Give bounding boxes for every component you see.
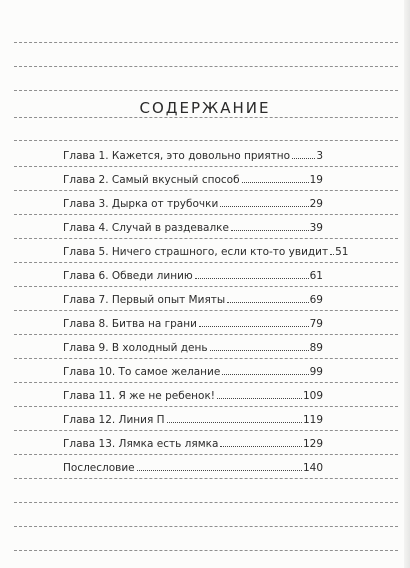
dot-leader (137, 470, 302, 471)
ruled-line (14, 238, 398, 239)
ruled-line (14, 382, 398, 383)
scan-edge (404, 0, 410, 568)
dot-leader (292, 158, 315, 159)
toc-entry (63, 150, 323, 166)
toc-entry-title: Глава 8. Битва на грани (63, 318, 197, 330)
toc-entry-title: Глава 5. Ничего страшного, если кто-то увидит (63, 246, 329, 258)
toc-entry-title: Глава 4. Случай в раздевалке (63, 222, 229, 234)
toc-entry-page: 29 (309, 198, 323, 210)
toc-entry (63, 318, 323, 334)
dot-leader (210, 350, 309, 351)
toc-entry-title: Глава 9. В холодный день (63, 342, 208, 354)
toc-entry (63, 294, 323, 310)
toc-entry-page: 51 (335, 246, 349, 258)
dot-leader (195, 278, 309, 279)
dot-leader (222, 374, 308, 375)
ruled-line (14, 166, 398, 167)
dot-leader (330, 254, 334, 255)
dot-leader (217, 398, 302, 399)
ruled-line (14, 214, 398, 215)
toc-entry-title: Послесловие (63, 462, 135, 474)
dot-leader (220, 206, 308, 207)
ruled-line (14, 358, 398, 359)
toc-entry-title: Глава 2. Самый вкусный способ (63, 174, 240, 186)
ruled-line (14, 334, 398, 335)
toc-entry-page: 89 (309, 342, 323, 354)
toc-entry-title: Глава 11. Я же не ребенок! (63, 390, 215, 402)
toc-entry (63, 438, 323, 454)
ruled-line (14, 502, 398, 503)
ruled-line (14, 526, 398, 527)
dot-leader (220, 446, 302, 447)
toc-entry-title: Глава 1. Кажется, это довольно приятно (63, 150, 291, 162)
ruled-line (14, 190, 398, 191)
ruled-line (14, 430, 398, 431)
dot-leader (199, 326, 309, 327)
toc-entry (63, 366, 323, 382)
toc-entry-page: 19 (309, 174, 323, 186)
toc-entry-title: Глава 7. Первый опыт Мияты (63, 294, 226, 306)
ruled-line (14, 90, 398, 91)
ruled-line (14, 286, 398, 287)
toc-entry (63, 390, 323, 406)
ruled-line (14, 310, 398, 311)
toc-entry-title: Глава 10. То самое желание (63, 366, 221, 378)
toc-entry-page: 109 (302, 390, 323, 402)
ruled-line (14, 140, 398, 141)
toc-entry-title: Глава 6. Обведи линию (63, 270, 193, 282)
toc-entry (63, 246, 349, 262)
toc-entry-page: 79 (309, 318, 323, 330)
dot-leader (242, 182, 309, 183)
toc-entry-title: Глава 12. Линия П (63, 414, 165, 426)
dot-leader (227, 302, 308, 303)
ruled-line (14, 406, 398, 407)
toc-entry (63, 342, 323, 358)
toc-entry (63, 222, 323, 238)
ruled-line (14, 454, 398, 455)
ruled-line (14, 262, 398, 263)
toc-entry (63, 414, 323, 430)
toc-entry-page: 3 (316, 150, 323, 162)
ruled-line (14, 478, 398, 479)
toc-entry-page: 69 (309, 294, 323, 306)
toc-entry-title: Глава 3. Дырка от трубочки (63, 198, 219, 210)
page-title: СОДЕРЖАНИЕ (139, 99, 271, 117)
toc-entry (63, 198, 323, 214)
toc-entry (63, 270, 323, 286)
ruled-line (14, 550, 398, 551)
toc-entry-page: 140 (302, 462, 323, 474)
toc-entry-page: 119 (302, 414, 323, 426)
toc-entry (63, 174, 323, 190)
toc-entry-title: Глава 13. Лямка есть лямка (63, 438, 219, 450)
dot-leader (231, 230, 309, 231)
toc-entry-page: 61 (309, 270, 323, 282)
toc-entry-page: 39 (309, 222, 323, 234)
ruled-line (14, 66, 398, 67)
dot-leader (167, 422, 302, 423)
toc-entry-page: 99 (309, 366, 323, 378)
ruled-line (14, 117, 398, 118)
ruled-line (14, 42, 398, 43)
toc-entry-page: 129 (302, 438, 323, 450)
toc-entry (63, 462, 323, 478)
